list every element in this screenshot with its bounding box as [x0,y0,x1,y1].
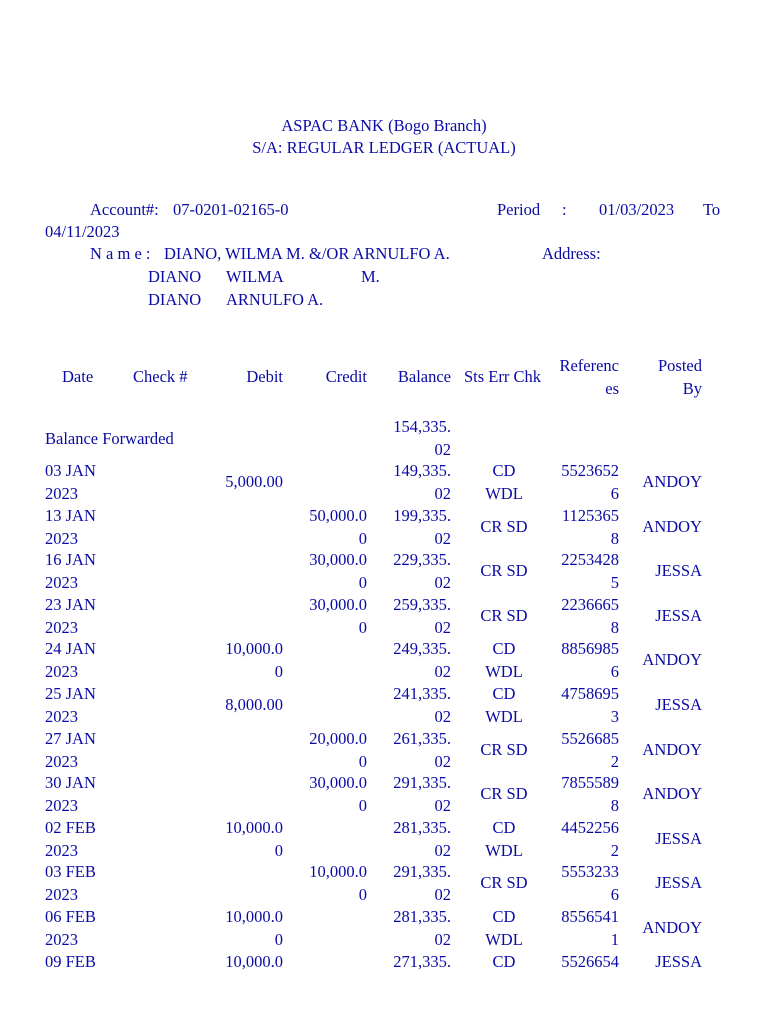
row-status: CR SD [480,517,528,536]
period-from: 01/03/2023 [599,200,675,219]
header-posted-by: Posted By [657,356,702,398]
row-date: 16 JAN 2023 [45,550,96,592]
header-date: Date [62,367,94,386]
row-date: 25 JAN 2023 [45,684,96,726]
row-date: 23 JAN 2023 [45,595,96,637]
row-debit: 5,000.00 [225,472,283,491]
account-number: 07-0201-02165-0 [173,200,289,219]
row-status: CR SD [480,740,528,759]
holder2-last-name: DIANO [148,290,202,309]
row-credit: 30,000.0 0 [309,773,367,815]
row-date: 09 FEB [45,952,96,971]
balance-forwarded-label: Balance Forwarded [45,429,174,448]
row-status: CR SD [480,561,528,580]
header-balance: Balance [397,367,451,386]
row-status: CD WDL [485,461,523,503]
row-balance: 291,335. 02 [393,862,451,904]
holder1-first-name: WILMA [226,267,284,286]
holder1-last-name: DIANO [148,267,202,286]
row-reference: 5553233 6 [561,862,619,904]
row-reference: 4758695 3 [561,684,619,726]
row-status: CR SD [480,784,528,803]
row-date: 06 FEB 2023 [45,907,96,949]
period-to: 04/11/2023 [45,222,120,241]
row-debit: 8,000.00 [225,695,283,714]
row-reference: 2253428 5 [561,550,619,592]
row-balance: 281,335. 02 [393,818,451,860]
row-date: 13 JAN 2023 [45,506,96,548]
header-references: Referenc es [559,356,619,398]
period-to-label: To [703,200,721,219]
row-reference: 7855589 8 [561,773,619,815]
row-balance: 249,335. 02 [393,639,451,681]
header-check: Check # [133,367,188,386]
row-reference: 5523652 6 [561,461,619,503]
row-date: 03 FEB 2023 [45,862,96,904]
row-status: CR SD [480,873,528,892]
row-posted-by: JESSA [655,561,702,580]
row-reference: 5526685 2 [561,729,619,771]
row-credit: 30,000.0 0 [309,595,367,637]
name-value: DIANO, WILMA M. &/OR ARNULFO A. [164,244,450,263]
period-colon: : [562,200,567,219]
row-credit: 20,000.0 0 [309,729,367,771]
row-status: CD WDL [485,639,523,681]
row-balance: 229,335. 02 [393,550,451,592]
row-credit: 10,000.0 0 [309,862,367,904]
row-reference: 8856985 6 [561,639,619,681]
row-status: CD WDL [485,684,523,726]
row-posted-by: ANDOY [642,784,702,803]
row-reference: 5526654 [561,952,619,971]
row-balance: 281,335. 02 [393,907,451,949]
row-posted-by: JESSA [655,606,702,625]
period-label: Period [497,200,541,219]
row-date: 24 JAN 2023 [45,639,96,681]
row-balance: 271,335. [393,952,451,971]
row-balance: 291,335. 02 [393,773,451,815]
row-balance: 149,335. 02 [393,461,451,503]
account-label: Account#: [90,200,159,219]
header-credit: Credit [325,367,367,386]
bank-title: ASPAC BANK (Bogo Branch) [281,116,487,135]
row-posted-by: ANDOY [642,740,702,759]
row-date: 02 FEB 2023 [45,818,96,860]
row-debit: 10,000.0 0 [225,907,283,949]
row-date: 27 JAN 2023 [45,729,96,771]
row-posted-by: JESSA [655,695,702,714]
row-status: CR SD [480,606,528,625]
name-label: N a m e : [90,244,151,263]
row-debit: 10,000.0 0 [225,639,283,681]
row-status: CD [492,952,516,971]
row-posted-by: JESSA [655,952,702,971]
holder1-middle-initial: M. [361,267,380,286]
row-reference: 2236665 8 [561,595,619,637]
row-date: 03 JAN 2023 [45,461,96,503]
row-posted-by: ANDOY [642,650,702,669]
row-status: CD WDL [485,907,523,949]
row-posted-by: ANDOY [642,472,702,491]
row-status: CD WDL [485,818,523,860]
row-posted-by: ANDOY [642,517,702,536]
header-sts-err-chk: Sts Err Chk [464,367,542,386]
header-debit: Debit [246,367,283,386]
row-balance: 259,335. 02 [393,595,451,637]
row-posted-by: JESSA [655,829,702,848]
row-balance: 241,335. 02 [393,684,451,726]
row-credit: 30,000.0 0 [309,550,367,592]
balance-forwarded-amount: 154,335. 02 [393,417,451,459]
row-posted-by: JESSA [655,873,702,892]
row-balance: 261,335. 02 [393,729,451,771]
address-label: Address: [542,244,601,263]
ledger-title: S/A: REGULAR LEDGER (ACTUAL) [252,138,516,157]
row-credit: 50,000.0 0 [309,506,367,548]
holder2-first-name: ARNULFO A. [226,290,324,309]
row-date: 30 JAN 2023 [45,773,96,815]
row-debit: 10,000.0 [225,952,283,971]
row-reference: 1125365 8 [561,506,619,548]
row-reference: 8556541 1 [561,907,619,949]
row-posted-by: ANDOY [642,918,702,937]
row-reference: 4452256 2 [561,818,619,860]
row-balance: 199,335. 02 [393,506,451,548]
row-debit: 10,000.0 0 [225,818,283,860]
